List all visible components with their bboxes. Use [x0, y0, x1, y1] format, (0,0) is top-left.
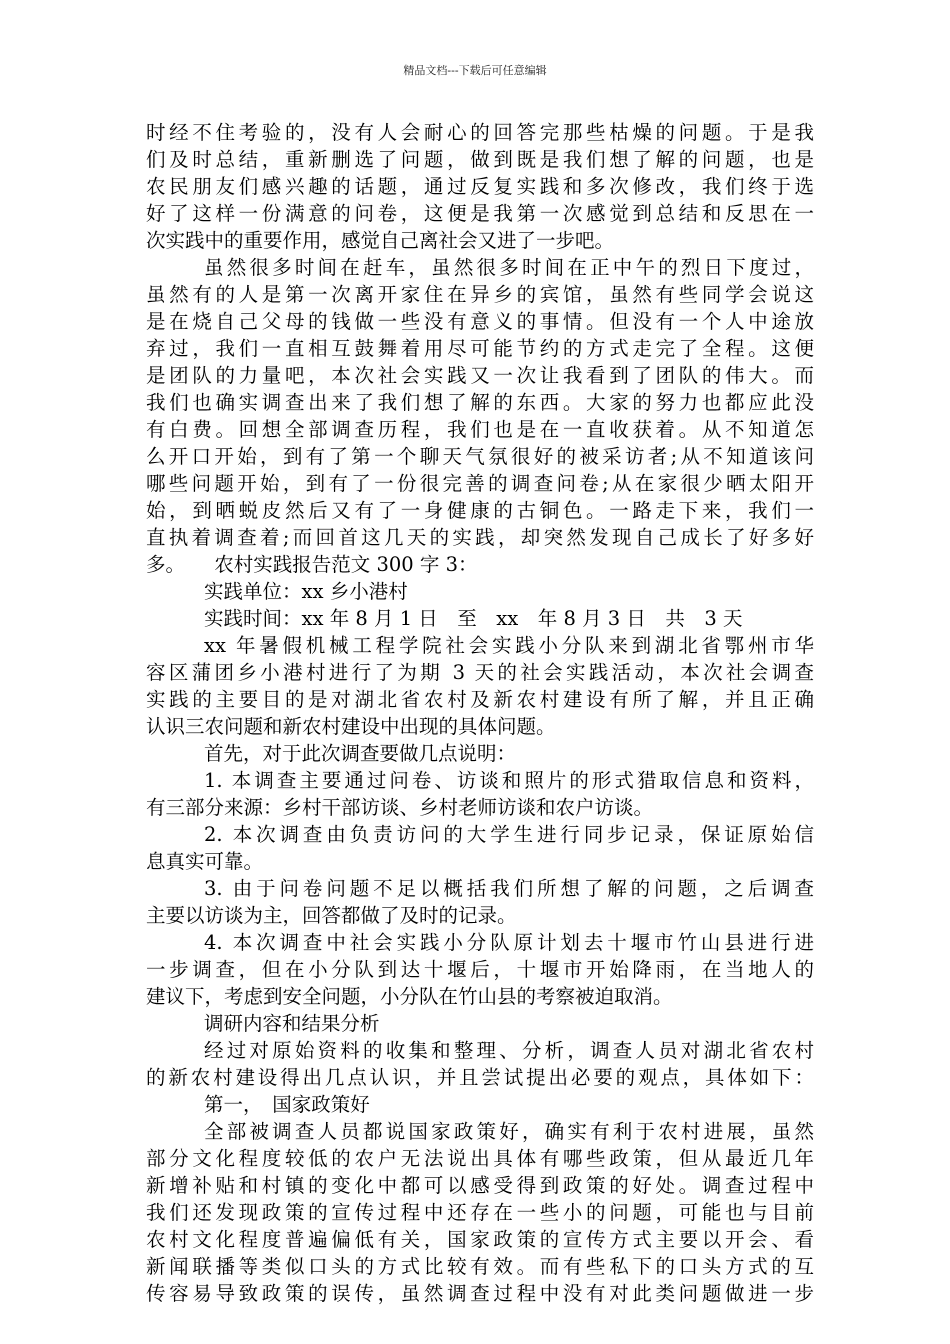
body-text-line: 息真实可靠。	[146, 850, 264, 873]
body-text-line: 直执着调查着;而回首这几天的实践，却突然发现自己成长了好多好	[146, 526, 814, 549]
body-text-line: 经过对原始资料的收集和整理、分析，调查人员对湖北省农村	[204, 1039, 814, 1062]
page-header: 精品文档---下载后可任意编辑	[403, 64, 547, 77]
body-text-line: 有白费。回想全部调查历程，我们也是在一直收获着。从不知道怎	[146, 418, 814, 441]
body-text-line: 弃过，我们一直相互鼓舞着用尽可能节约的方式走完了全程。这便	[146, 337, 814, 360]
body-text-line: 实践时间：xx 年 8 月 1 日 至 xx 年 8 月 3 日 共 3 天	[204, 607, 743, 630]
body-text-line: 我们还发现政策的宣传过程中还存在一些小的问题，可能也与目前	[146, 1201, 814, 1224]
body-text-line: 哪些问题开始，到有了一份很完善的调查问卷;从在家很少晒太阳开	[146, 472, 814, 495]
body-text-line: 次实践中的重要作用，感觉自己离社会又进了一步吧。	[146, 229, 615, 252]
body-text-line: 新增补贴和村镇的变化中都可以感受得到政策的好处。调查过程中	[146, 1174, 814, 1197]
body-text-line: xx 年暑假机械工程学院社会实践小分队来到湖北省鄂州市华	[204, 634, 814, 657]
body-text-line: 始，到晒蜕皮然后又有了一身健康的古铜色。一路走下来，我们一	[146, 499, 814, 522]
body-text-line: 主要以访谈为主，回答都做了及时的记录。	[146, 904, 517, 927]
body-text-line: 第一， 国家政策好	[204, 1093, 370, 1116]
body-text-line: 农民朋友们感兴趣的话题，通过反复实践和多次修改，我们终于选	[146, 175, 814, 198]
body-text-line: 容区蒲团乡小港村进行了为期 3 天的社会实践活动，本次社会调查	[146, 661, 814, 684]
body-text-line: 部分文化程度较低的农户无法说出具体有哪些政策，但从最近几年	[146, 1147, 814, 1170]
body-text-line: 的新农村建设得出几点认识，并且尝试提出必要的观点，具体如下：	[146, 1066, 814, 1089]
body-text-line: 虽然很多时间在赶车，虽然很多时间在正中午的烈日下度过，	[204, 256, 814, 279]
body-text-line: 实践的主要目的是对湖北省农村及新农村建设有所了解，并且正确	[146, 688, 814, 711]
document-body	[146, 119, 814, 1307]
body-text-line: 3. 由于问卷问题不足以概括我们所想了解的问题，之后调查	[204, 877, 814, 900]
body-text-line: 多。 农村实践报告范文 300 字 3：	[146, 553, 478, 576]
body-text-line: 一步调查，但在小分队到达十堰后，十堰市开始降雨，在当地人的	[146, 958, 814, 981]
body-text-line: 调研内容和结果分析	[204, 1012, 380, 1035]
body-text-line: 4. 本次调查中社会实践小分队原计划去十堰市竹山县进行进	[204, 931, 814, 954]
body-text-line: 全部被调查人员都说国家政策好，确实有利于农村进展，虽然	[204, 1120, 814, 1143]
body-text-line: 好了这样一份满意的问卷，这便是我第一次感觉到总结和反思在一	[146, 202, 814, 225]
body-text-line: 虽然有的人是第一次离开家住在异乡的宾馆，虽然有些同学会说这	[146, 283, 814, 306]
body-text-line: 是在烧自己父母的钱做一些没有意义的事情。但没有一个人中途放	[146, 310, 814, 333]
body-text-line: 1. 本调查主要通过问卷、访谈和照片的形式猎取信息和资料，	[204, 769, 814, 792]
body-text-line: 有三部分来源：乡村干部访谈、乡村老师访谈和农户访谈。	[146, 796, 654, 819]
body-text-line: 时经不住考验的，没有人会耐心的回答完那些枯燥的问题。于是我	[146, 121, 814, 144]
body-text-line: 首先，对于此次调查要做几点说明：	[204, 742, 517, 765]
body-text-line: 新闻联播等类似口头的方式比较有效。而有些私下的口头方式的互	[146, 1255, 814, 1278]
body-text-line: 建议下，考虑到安全问题，小分队在竹山县的考察被迫取消。	[146, 985, 673, 1008]
body-text-line: 们及时总结，重新删选了问题，做到既是我们想了解的问题，也是	[146, 148, 814, 171]
body-text-line: 么开口开始，到有了第一个聊天气氛很好的被采访者;从不知道该问	[146, 445, 814, 468]
body-text-line: 我们也确实调查出来了我们想了解的东西。大家的努力也都应此没	[146, 391, 814, 414]
body-text-line: 农村文化程度普遍偏低有关，国家政策的宣传方式主要以开会、看	[146, 1228, 814, 1251]
body-text-line: 2. 本次调查由负责访问的大学生进行同步记录，保证原始信	[204, 823, 814, 846]
body-text-line: 实践单位：xx 乡小港村	[204, 580, 408, 603]
body-text-line: 传容易导致政策的误传，虽然调查过程中没有对此类问题做进一步	[146, 1282, 814, 1305]
body-text-line: 是团队的力量吧，本次社会实践又一次让我看到了团队的伟大。而	[146, 364, 814, 387]
body-text-line: 认识三农问题和新农村建设中出现的具体问题。	[146, 715, 556, 738]
